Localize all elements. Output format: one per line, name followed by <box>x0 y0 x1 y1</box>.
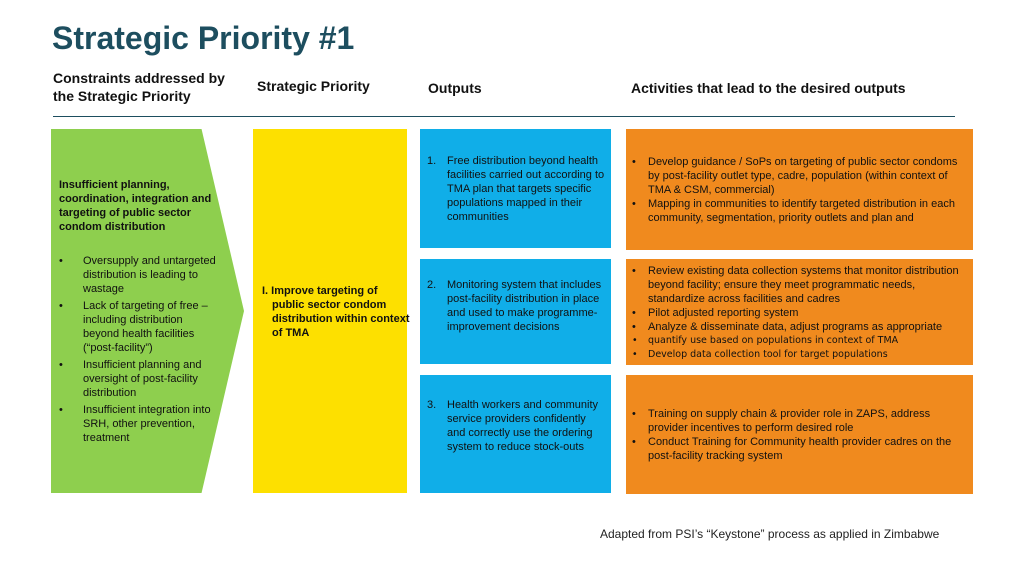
output-number: 2. <box>427 279 437 291</box>
activity-item: • Review existing data collection systems that monitor distribution beyond facility; ensure they meet programmatic needs, standardize across facilities and cadres <box>632 264 968 306</box>
activity-list-3 <box>632 407 968 463</box>
activity-item: • Conduct Training for Community health provider cadres on the post-facility tracking system <box>632 435 968 463</box>
output-item-2 <box>427 278 607 334</box>
output-text: Monitoring system that includes post-facility distribution in place and used to make programme-improvement decisions <box>447 279 602 333</box>
output-number: 1. <box>427 155 437 167</box>
header-divider <box>53 116 955 117</box>
header-constraints: Constraints addressed by the Strategic Priority <box>53 70 225 104</box>
activity-item: • quantify use based on populations in context of TMA <box>632 334 968 348</box>
activity-list-2 <box>632 264 968 362</box>
strategic-priority-text: I. Improve targeting of public sector condom distribution within context of TMA <box>262 285 410 339</box>
activity-item: • Training on supply chain & provider role in ZAPS, address provider incentives to perform desired role <box>632 407 968 435</box>
activity-item: • Pilot adjusted reporting system <box>632 306 968 320</box>
activity-item: • Develop data collection tool for target populations <box>632 348 968 362</box>
constraints-heading: Insufficient planning, coordination, integration and targeting of public sector condom distribution <box>59 179 212 233</box>
activity-item: • Develop guidance / SoPs on targeting of public sector condoms by post-facility outlet type, cadre, population (within context of TMA & CSM, commercial) <box>632 155 968 197</box>
activity-list-1 <box>632 155 968 225</box>
output-text: Health workers and community service providers confidently and correctly use the ordering system to reduce stock-outs <box>447 399 599 453</box>
constraint-item: • Insufficient planning and oversight of post-facility distribution <box>59 358 219 400</box>
header-outputs: Outputs <box>428 80 482 96</box>
header-activities: Activities that lead to the desired outputs <box>631 80 906 96</box>
constraint-item: • Insufficient integration into SRH, other prevention, treatment <box>59 403 219 445</box>
constraints-list <box>59 254 219 448</box>
page-title: Strategic Priority #1 <box>52 20 355 56</box>
activity-item: • Analyze & disseminate data, adjust programs as appropriate <box>632 320 968 334</box>
output-text: Free distribution beyond health facilities carried out according to TMA plan that targets specific populations mapped in their communities <box>447 155 605 223</box>
header-strategic-priority: Strategic Priority <box>257 78 370 94</box>
constraint-item: • Oversupply and untargeted distribution is leading to wastage <box>59 254 219 296</box>
constraint-item: • Lack of targeting of free – including distribution beyond health facilities (“post-facility”) <box>59 299 219 355</box>
source-footnote: Adapted from PSI’s “Keystone” process as applied in Zimbabwe <box>600 527 940 541</box>
output-item-3 <box>427 398 607 454</box>
output-item-1 <box>427 154 607 224</box>
output-number: 3. <box>427 399 437 411</box>
activity-item: • Mapping in communities to identify targeted distribution in each community, segmentation, priority outlets and plan and <box>632 197 968 225</box>
